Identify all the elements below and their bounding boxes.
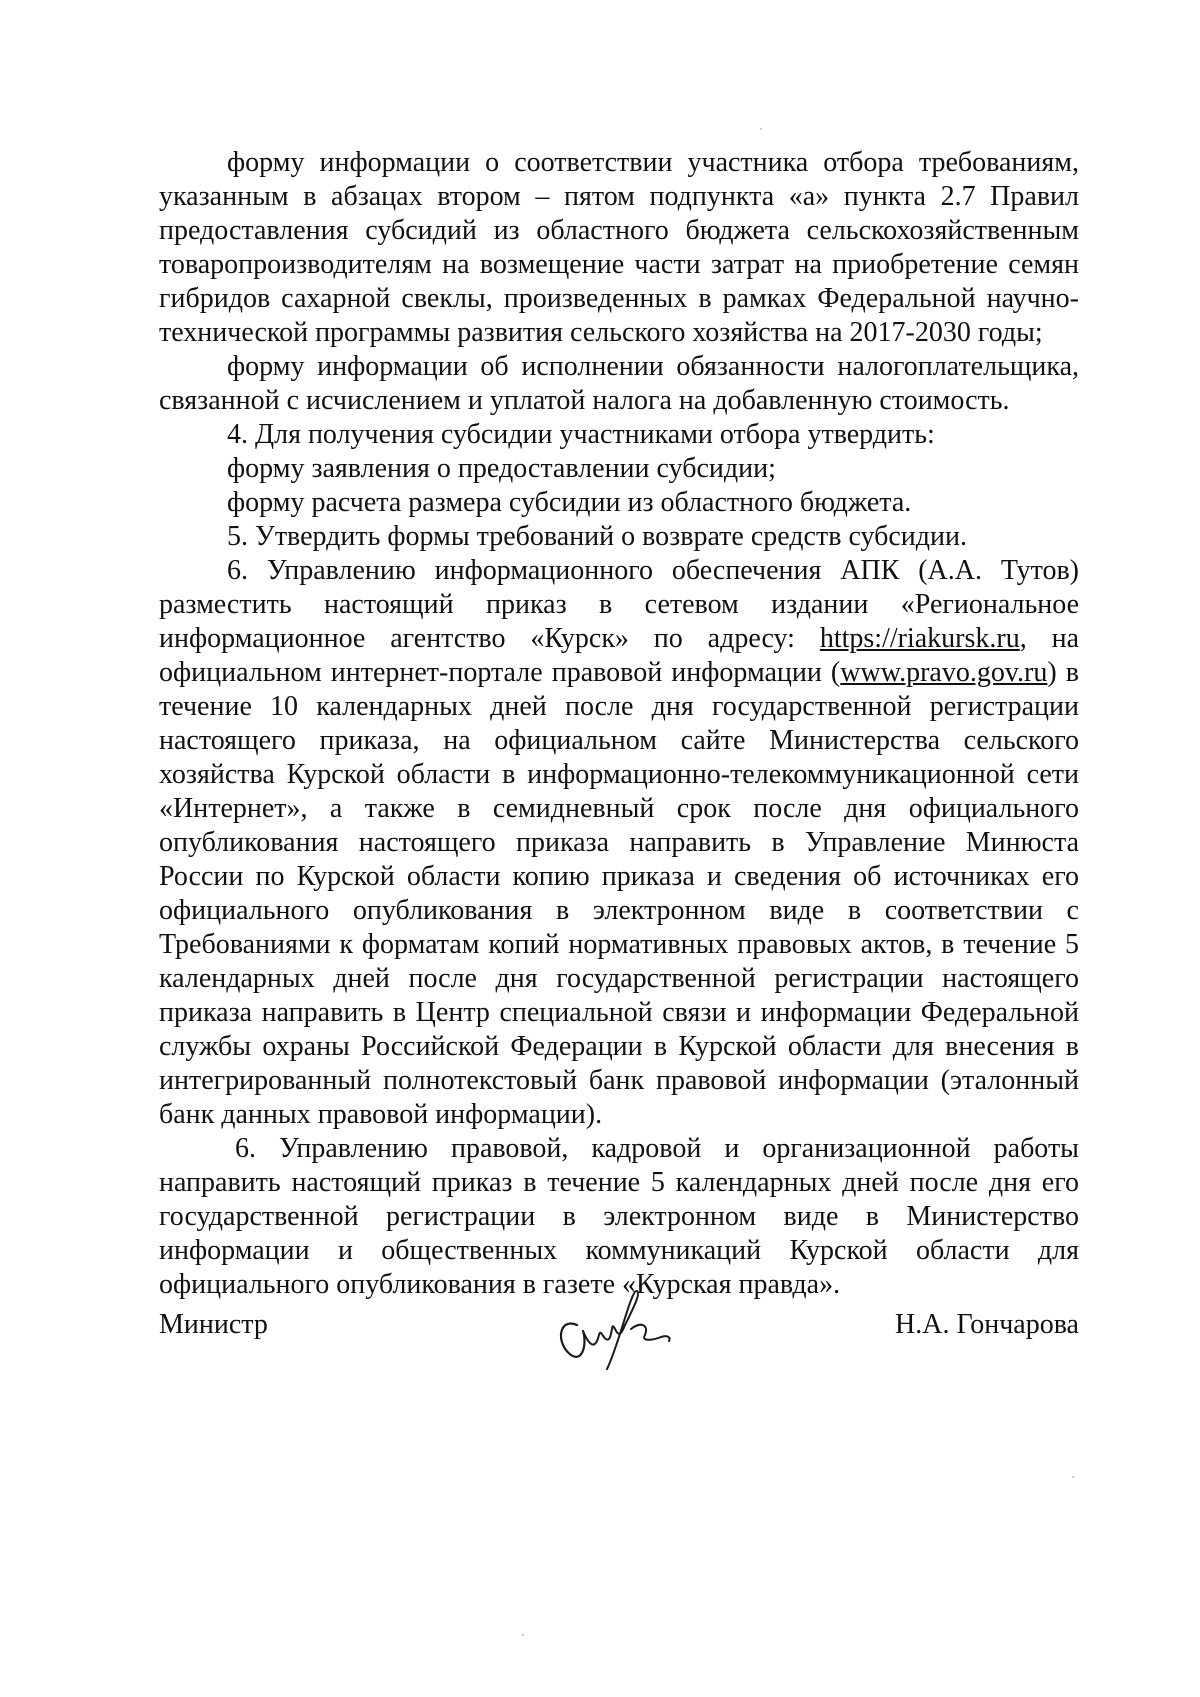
paragraph-item-4: 4. Для получения субсидии участниками отбора утвердить:: [227, 419, 935, 450]
paragraph-form-calculation: форму расчета размера субсидии из областного бюджета.: [227, 487, 912, 518]
paragraph-form-application: форму заявления о предоставлении субсидии;: [227, 453, 776, 484]
document-body: [159, 146, 1079, 1302]
signature-block: [159, 1285, 1079, 1385]
riakursk-link[interactable]: https://riakursk.ru: [819, 623, 1020, 654]
paragraph-form-tax: форму информации об исполнении обязанности налогоплательщика, связанной с исчислением и уплатой налога на добавленную стоимость.: [159, 351, 1079, 416]
signer-name: Н.А. Гончарова: [895, 1309, 1079, 1340]
paragraph-item-6-second: 6. Управлению правовой, кадровой и организационной работы направить настоящий приказ в течение 5 календарных дней после дня его государственной регистрации в электронном виде в Министерство информации и общественных коммуникаций Курской области для официального опубликования в газете «Курская правда».: [159, 1133, 1079, 1300]
handwritten-signature: [549, 1285, 699, 1375]
scan-speck: [760, 128, 762, 130]
item-6-text-part1: 6. Управлению информационного обеспечения АПК (А.А. Тутов) разместить настоящий приказ в сетевом издании «Региональное информационное агентство «Курск» по адресу:: [159, 555, 1079, 654]
item-6-text-part2: , на официальном интернет-портале правовой информации (: [159, 623, 1079, 688]
scan-speck: [1072, 1476, 1074, 1478]
paragraph-item-6: [159, 554, 1079, 1132]
item-6-text-part3: ) в течение 10 календарных дней после дня государственной регистрации настоящего приказа, на официальном сайте Министерства сельского хозяйства Курской области в информационно-телекоммуникационной сети «Интернет», а также в семидневный срок после дня официального опубликования настоящего приказа направить в Управление Минюста России по Курской области копию приказа и сведения об источниках его официального опубликования в электронном виде в соответствии с Требованиями к форматам копий нормативных правовых актов, в течение 5 календарных дней после дня государственной регистрации настоящего приказа направить в Центр специальной связи и информации Федеральной службы охраны Российской Федерации в Курской области для внесения в интегрированный полнотекстовый банк правовой информации (эталонный банк данных правовой информации).: [159, 657, 1080, 1130]
scan-speck: [522, 1634, 524, 1636]
signer-title: Министр: [159, 1309, 268, 1340]
pravo-link[interactable]: www.pravo.gov.ru: [840, 657, 1048, 688]
paragraph-item-5: 5. Утвердить формы требований о возврате средств субсидии.: [227, 521, 968, 552]
paragraph-form-compliance: форму информации о соответствии участника отбора требованиям, указанным в абзацах втором – пятом подпункта «а» пункта 2.7 Правил предоставления субсидий из областного бюджета сельскохозяйственным товаропроизводителям на возмещение части затрат на приобретение семян гибридов сахарной свеклы, произведенных в рамках Федеральной научно-технической программы развития сельского хозяйства на 2017-2030 годы;: [159, 147, 1079, 348]
